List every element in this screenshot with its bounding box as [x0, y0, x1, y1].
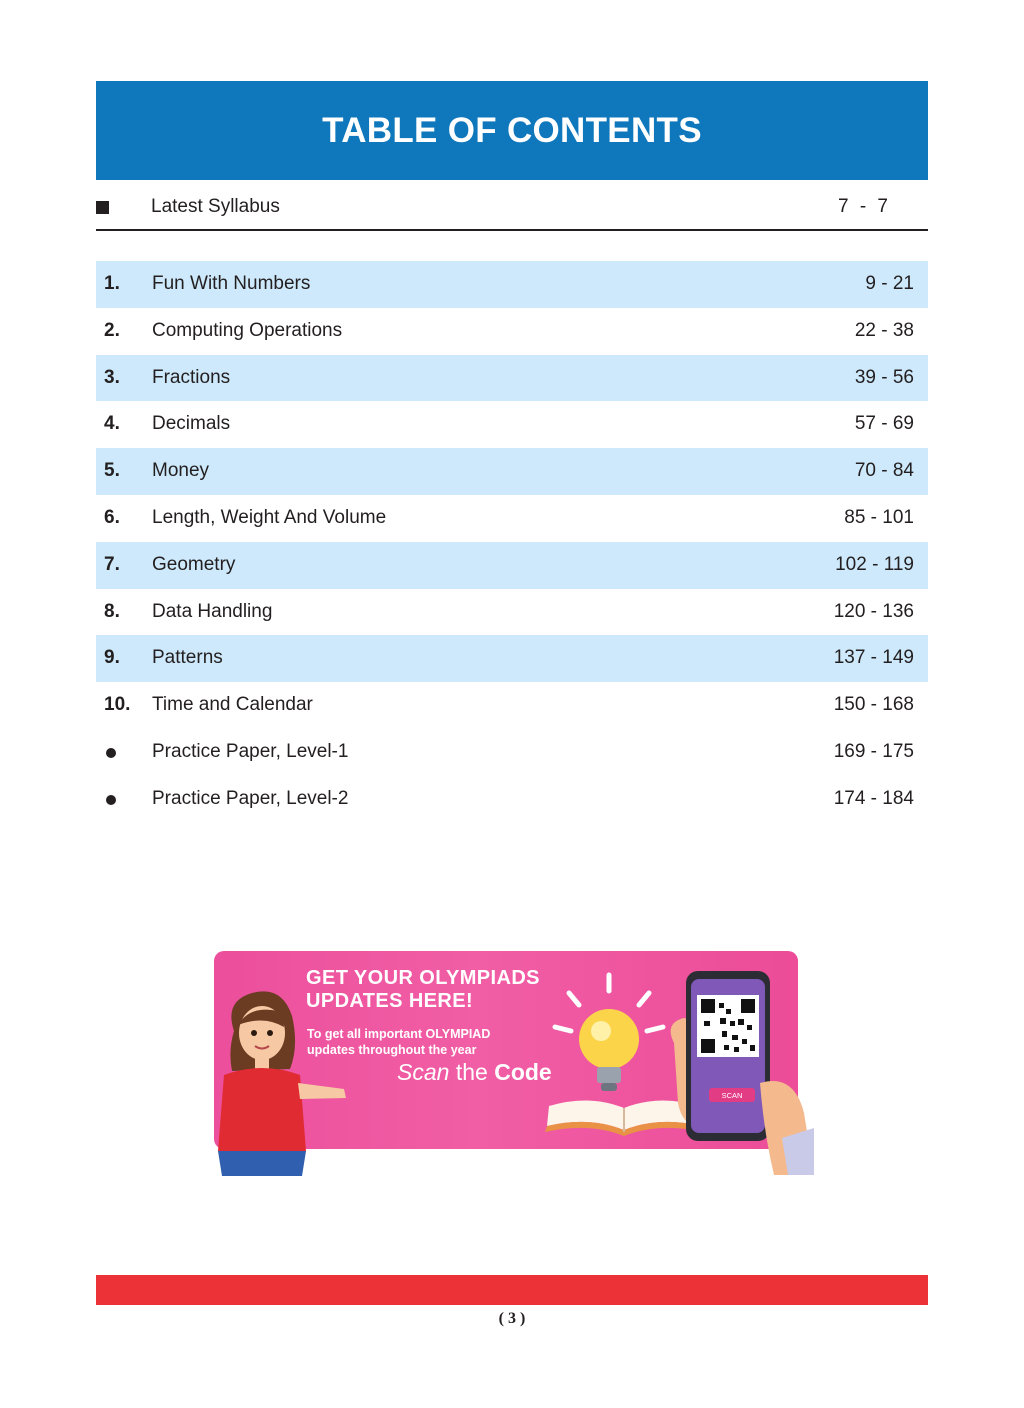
toc-row[interactable] [96, 542, 928, 589]
footer-bar [96, 1275, 928, 1305]
toc-row[interactable] [96, 495, 928, 542]
chapter-pages: 120 - 136 [833, 600, 914, 622]
toc-row[interactable] [96, 401, 928, 448]
toc-header [96, 81, 928, 180]
chapter-pages: 9 - 21 [865, 273, 914, 294]
syllabus-row[interactable] [96, 183, 928, 231]
olympiad-updates-banner[interactable] [214, 951, 798, 1149]
chapter-number: 6. [104, 506, 120, 528]
chapter-title: Fractions [152, 366, 231, 388]
toc-row[interactable] [96, 261, 928, 308]
toc-row[interactable] [96, 448, 928, 495]
chapter-number: 8. [104, 600, 120, 622]
banner-headline-line: GET YOUR OLYMPIADS [306, 967, 540, 989]
scan-the-code-text [397, 1059, 552, 1086]
phone-qr-code-icon [664, 963, 814, 1175]
toc-row[interactable] [96, 682, 928, 729]
code-word: Code [494, 1059, 552, 1085]
syllabus-label: Latest Syllabus [151, 196, 280, 217]
toc-row[interactable] [96, 729, 928, 776]
toc-row[interactable] [96, 635, 928, 682]
chapter-number: 1. [104, 273, 120, 294]
practice-paper-title: Practice Paper, Level-1 [152, 740, 349, 762]
chapter-number: 2. [104, 319, 120, 341]
chapter-number: 5. [104, 460, 120, 482]
round-bullet-icon [106, 748, 116, 758]
chapter-title: Money [152, 460, 210, 482]
chapter-pages: 39 - 56 [854, 366, 914, 388]
banner-subtext-line: updates throughout the year [307, 1043, 477, 1057]
chapter-title: Fun With Numbers [152, 273, 311, 294]
chapter-title: Data Handling [152, 600, 273, 622]
chapter-number: 9. [104, 647, 120, 669]
chapter-title: Decimals [152, 413, 231, 435]
phone-scan-button: SCAN [709, 1088, 755, 1102]
chapter-pages: 150 - 168 [833, 694, 914, 716]
syllabus-pages: 7 - 7 [837, 196, 888, 217]
girl-illustration-icon [204, 971, 354, 1176]
page-number: ( 3 ) [498, 1310, 526, 1327]
page-title: TABLE OF CONTENTS [322, 110, 702, 150]
banner-subtext-line: To get all important OLYMPIAD [307, 1027, 491, 1041]
practice-paper-pages: 169 - 175 [833, 740, 914, 762]
chapter-number: 7. [104, 553, 120, 575]
chapter-pages: 137 - 149 [833, 647, 914, 669]
toc-row[interactable] [96, 776, 928, 823]
chapter-title: Geometry [152, 553, 236, 575]
chapter-pages: 102 - 119 [835, 553, 914, 575]
chapter-pages: 85 - 101 [844, 506, 914, 528]
banner-headline-line: UPDATES HERE! [306, 990, 474, 1012]
chapter-pages: 22 - 38 [854, 319, 914, 341]
chapter-title: Length, Weight And Volume [152, 506, 387, 528]
round-bullet-icon [106, 795, 116, 805]
toc-list [96, 261, 928, 823]
chapter-number: 3. [104, 366, 120, 388]
toc-row[interactable] [96, 355, 928, 402]
light-bulb-icon [549, 971, 669, 1101]
practice-paper-pages: 174 - 184 [833, 787, 914, 809]
chapter-number: 10. [104, 694, 131, 716]
chapter-title: Patterns [152, 647, 223, 669]
chapter-pages: 70 - 84 [854, 460, 914, 482]
practice-paper-title: Practice Paper, Level-2 [152, 787, 349, 809]
toc-row[interactable] [96, 308, 928, 355]
scan-word: Scan [397, 1059, 450, 1085]
the-word: the [455, 1059, 488, 1085]
square-bullet-icon [96, 201, 109, 214]
chapter-pages: 57 - 69 [854, 413, 914, 435]
chapter-number: 4. [104, 413, 120, 435]
chapter-title: Time and Calendar [152, 694, 313, 716]
chapter-title: Computing Operations [152, 319, 343, 341]
toc-row[interactable] [96, 589, 928, 636]
